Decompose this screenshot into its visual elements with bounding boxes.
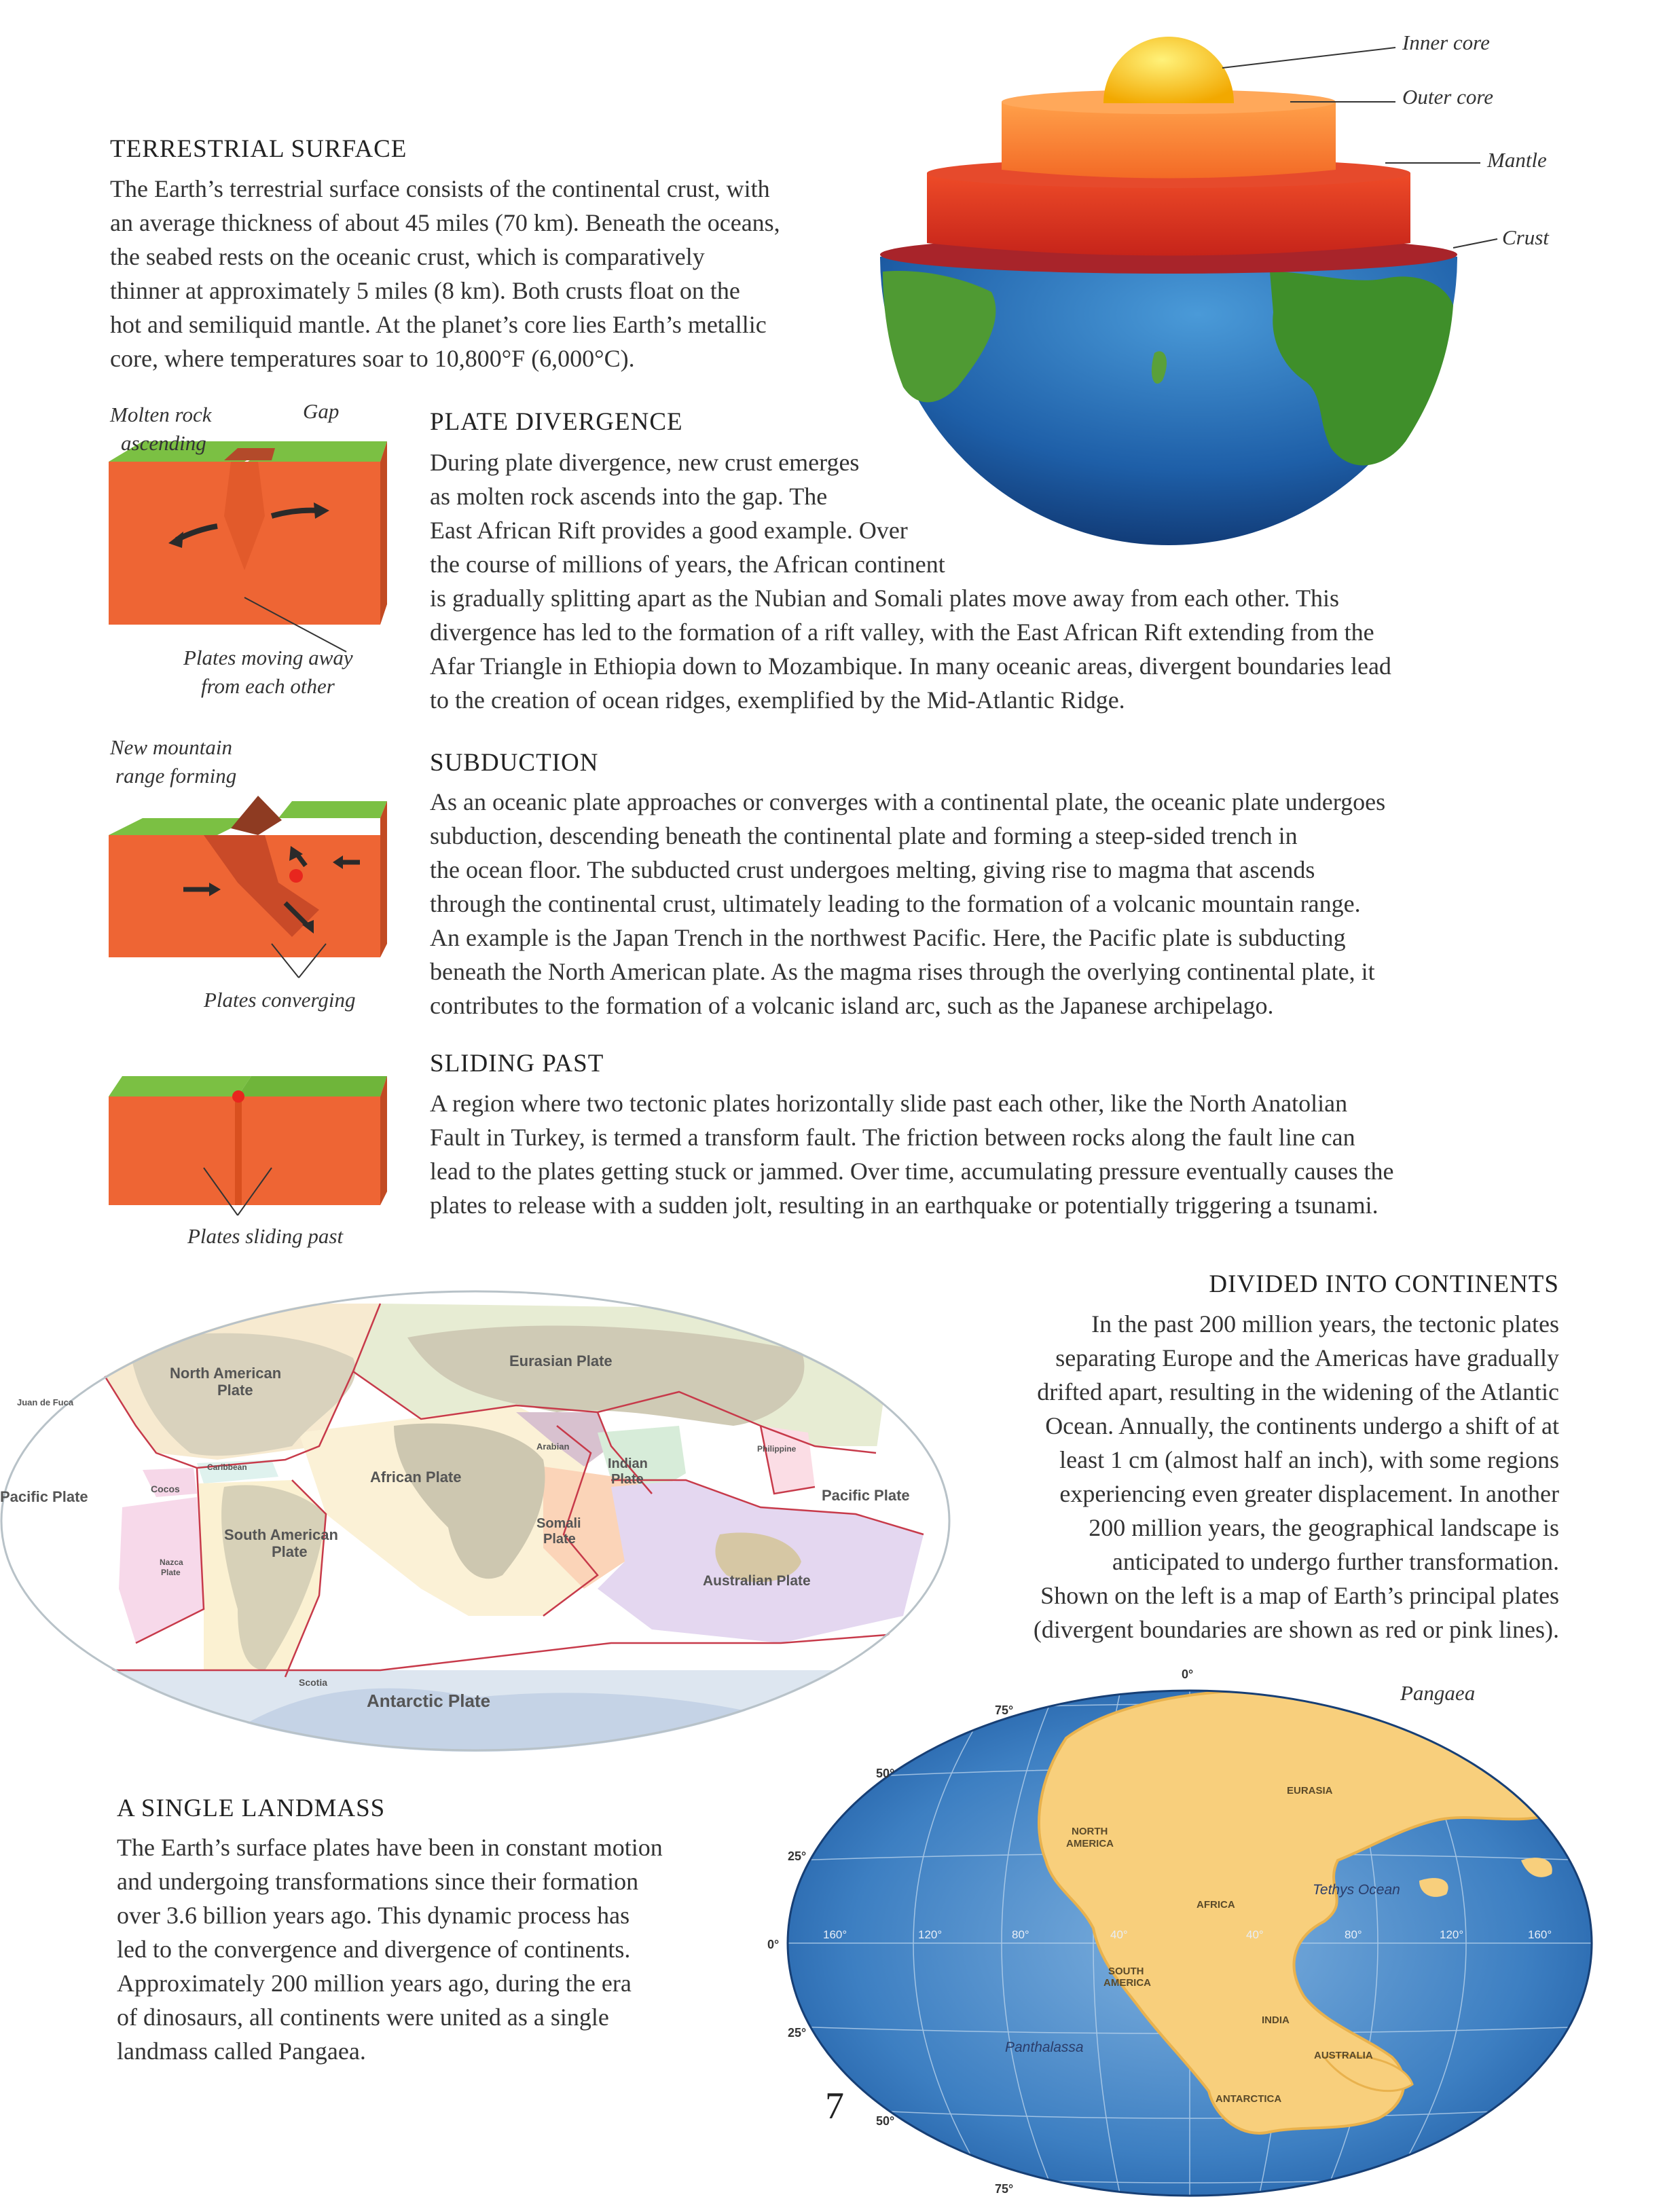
landmass-line: of dinosaurs, all continents were united as a single — [117, 2004, 609, 2031]
gap-label: Gap — [303, 399, 340, 423]
sliding-line: Fault in Turkey, is termed a transform fault. The friction between rocks along the fault line can — [430, 1124, 1355, 1151]
crust-label: Crust — [1502, 225, 1549, 249]
continents-body — [880, 1307, 1559, 1646]
landmass-line: landmass called Pangaea. — [117, 2038, 366, 2065]
divergence-line: as molten rock ascends into the gap. The — [430, 483, 828, 510]
continents-line: Ocean. Annually, the continents undergo a shift of at — [1045, 1412, 1559, 1439]
divergence-line: is gradually splitting apart as the Nubian and Somali plates move away from each other. This — [430, 585, 1340, 612]
terrestrial-line: The Earth’s terrestrial surface consists of the continental crust, with — [110, 175, 770, 202]
caribbean-label: Caribbean — [207, 1462, 247, 1472]
landmass-line: and undergoing transformations since their formation — [117, 1868, 639, 1895]
continents-line: 200 million years, the geographical landscape is — [1089, 1514, 1559, 1541]
new-mountain-label: New mountain — [110, 735, 232, 759]
sliding-caption: Plates sliding past — [187, 1224, 344, 1248]
lon-80-west: 80° — [1012, 1928, 1029, 1941]
lon-40-east: 40° — [1246, 1928, 1264, 1941]
south-america-label-2: AMERICA — [1103, 1977, 1151, 1989]
continents-line: (divergent boundaries are shown as red or pink lines). — [1033, 1616, 1559, 1643]
divergence-line: During plate divergence, new crust emerges — [430, 449, 860, 476]
nazca-label-2: Plate — [161, 1568, 181, 1577]
arabian-label: Arabian — [536, 1441, 570, 1452]
africa-label: AFRICA — [1197, 1899, 1235, 1911]
terrestrial-heading: TERRESTRIAL SURFACE — [110, 135, 407, 163]
lat-0: 0° — [767, 1938, 780, 1951]
page-number: 7 — [825, 2085, 844, 2127]
landmass-line: Approximately 200 million years ago, during the era — [117, 1970, 632, 1997]
lat-75-south: 75° — [995, 2182, 1014, 2196]
divergence-caption-2: from each other — [201, 674, 335, 698]
continents-line: least 1 cm (almost half an inch), with some regions — [1059, 1446, 1559, 1473]
lat-25-north: 25° — [788, 1849, 807, 1863]
australia-label: AUSTRALIA — [1314, 2050, 1373, 2061]
pacific-plate-right-label: Pacific Plate — [822, 1487, 910, 1504]
north-america-label-1: NORTH — [1072, 1826, 1108, 1837]
subduction-line: beneath the North American plate. As the magma rises through the overlying continental plate, it — [430, 958, 1375, 985]
terrestrial-line: core, where temperatures soar to 10,800°F (6,000°C). — [110, 345, 635, 372]
sliding-diagram — [102, 1066, 394, 1236]
divergence-line: Afar Triangle in Ethiopia down to Mozambique. In many oceanic areas, divergent boundaries lead — [430, 652, 1391, 680]
subduction-diagram — [102, 781, 394, 984]
subduction-line: contributes to the formation of a volcanic island arc, such as the Japanese archipelago. — [430, 992, 1274, 1019]
sliding-line: plates to release with a sudden jolt, resulting in an earthquake or potentially triggering a tsunami. — [430, 1192, 1378, 1219]
subduction-line: the ocean floor. The subducted crust undergoes melting, giving rise to magma that ascends — [430, 856, 1315, 883]
cocos-label: Cocos — [151, 1483, 180, 1494]
lon-0-top: 0° — [1182, 1667, 1194, 1681]
mantle-label: Mantle — [1487, 148, 1547, 172]
terrestrial-line: an average thickness of about 45 miles (70 km). Beneath the oceans, — [110, 209, 780, 236]
south-american-label-2: Plate — [272, 1543, 308, 1560]
south-america-label-1: SOUTH — [1108, 1966, 1144, 1977]
terrestrial-line: the seabed rests on the oceanic crust, which is comparatively — [110, 243, 705, 270]
ascending-label: ascending — [121, 431, 206, 455]
eurasian-label: Eurasian Plate — [509, 1352, 613, 1369]
landmass-line: over 3.6 billion years ago. This dynamic process has — [117, 1902, 630, 1929]
african-label: African Plate — [370, 1469, 462, 1486]
sliding-line: lead to the plates getting stuck or jammed. Over time, accumulating pressure eventually causes the — [430, 1158, 1394, 1185]
pangaea-title: Pangaea — [1400, 1681, 1476, 1705]
continents-line: separating Europe and the Americas have gradually — [1055, 1344, 1559, 1371]
lat-25-south: 25° — [788, 2026, 807, 2040]
subduction-line: An example is the Japan Trench in the northwest Pacific. Here, the Pacific plate is subducting — [430, 924, 1346, 951]
antarctic-label: Antarctic Plate — [367, 1691, 491, 1711]
australian-label: Australian Plate — [703, 1573, 811, 1589]
scotia-label: Scotia — [299, 1677, 328, 1688]
somali-label-1: Somali — [536, 1516, 581, 1531]
continents-line: drifted apart, resulting in the widening of the Atlantic — [1037, 1378, 1559, 1405]
south-american-label-1: South American — [224, 1526, 338, 1543]
indian-label-2: Plate — [611, 1472, 644, 1487]
lon-120-east: 120° — [1440, 1928, 1464, 1941]
eurasia-label: EURASIA — [1287, 1785, 1333, 1796]
continents-heading: DIVIDED INTO CONTINENTS — [1209, 1270, 1559, 1298]
antarctica-label: ANTARCTICA — [1216, 2093, 1282, 2105]
molten-rock-label: Molten rock — [110, 403, 212, 426]
divergence-line: East African Rift provides a good example. Over — [430, 517, 908, 544]
outer-core-label: Outer core — [1402, 85, 1494, 109]
juan-de-fuca-label: Juan de Fuca — [17, 1397, 74, 1407]
continents-line: experiencing even greater displacement. In another — [1059, 1480, 1559, 1507]
sliding-body — [430, 1086, 1598, 1222]
sliding-line: A region where two tectonic plates horizontally slide past each other, like the North Anatolian — [430, 1090, 1348, 1117]
landmass-line: The Earth’s surface plates have been in constant motion — [117, 1834, 663, 1861]
lon-160-west: 160° — [823, 1928, 847, 1941]
divergence-line: to the creation of ocean ridges, exemplified by the Mid-Atlantic Ridge. — [430, 686, 1125, 714]
lon-120-west: 120° — [918, 1928, 943, 1941]
landmass-line: led to the convergence and divergence of continents. — [117, 1936, 631, 1963]
indian-label-1: Indian — [608, 1456, 648, 1471]
divergence-diagram — [102, 435, 394, 659]
north-american-label-1: North American — [170, 1365, 282, 1382]
subduction-caption: Plates converging — [204, 988, 356, 1012]
divergence-caption-1: Plates moving away — [183, 646, 353, 669]
terrestrial-body — [110, 172, 925, 375]
divergence-line: the course of millions of years, the African continent — [430, 551, 945, 578]
continents-line: In the past 200 million years, the tectonic plates — [1091, 1310, 1559, 1338]
subduction-body — [430, 785, 1598, 1022]
lat-50-south: 50° — [876, 2114, 895, 2128]
landmass-body — [117, 1830, 769, 2068]
sliding-heading: SLIDING PAST — [430, 1050, 604, 1077]
somali-label-2: Plate — [543, 1532, 576, 1547]
india-label: INDIA — [1262, 2014, 1290, 2026]
tethys-label: Tethys Ocean — [1313, 1882, 1400, 1898]
north-america-label-2: AMERICA — [1066, 1838, 1114, 1849]
range-forming-label: range forming — [115, 764, 237, 788]
inner-core-label: Inner core — [1402, 31, 1490, 54]
lon-80-east: 80° — [1345, 1928, 1362, 1941]
subduction-line: through the continental crust, ultimately leading to the formation of a volcanic mountain range. — [430, 890, 1361, 917]
divergence-heading: PLATE DIVERGENCE — [430, 408, 683, 436]
pangaea-map — [740, 1657, 1680, 2212]
continents-line: anticipated to undergo further transformation. — [1112, 1548, 1559, 1575]
lon-40-west: 40° — [1110, 1928, 1128, 1941]
divergence-body — [430, 445, 1584, 717]
landmass-heading: A SINGLE LANDMASS — [117, 1794, 386, 1822]
inner-core-layer — [1103, 37, 1234, 103]
philippine-label: Philippine — [757, 1444, 797, 1454]
terrestrial-line: hot and semiliquid mantle. At the planet’s core lies Earth’s metallic — [110, 311, 767, 338]
pacific-plate-left-label: Pacific Plate — [0, 1488, 88, 1505]
lon-160-east: 160° — [1528, 1928, 1552, 1941]
continents-line: Shown on the left is a map of Earth’s principal plates — [1040, 1582, 1559, 1609]
panthalassa-label: Panthalassa — [1005, 2040, 1084, 2055]
terrestrial-line: thinner at approximately 5 miles (8 km). Both crusts float on the — [110, 277, 740, 304]
lat-75-north: 75° — [995, 1703, 1014, 1717]
divergence-line: divergence has led to the formation of a rift valley, with the East African Rift extending from the — [430, 619, 1374, 646]
subduction-line: subduction, descending beneath the continental plate and forming a steep-sided trench in — [430, 822, 1298, 849]
subduction-line: As an oceanic plate approaches or converges with a continental plate, the oceanic plate undergoes — [430, 788, 1386, 815]
nazca-label-1: Nazca — [160, 1557, 183, 1567]
lat-50-north: 50° — [876, 1767, 895, 1780]
north-american-label-2: Plate — [217, 1382, 253, 1399]
subduction-heading: SUBDUCTION — [430, 749, 599, 777]
